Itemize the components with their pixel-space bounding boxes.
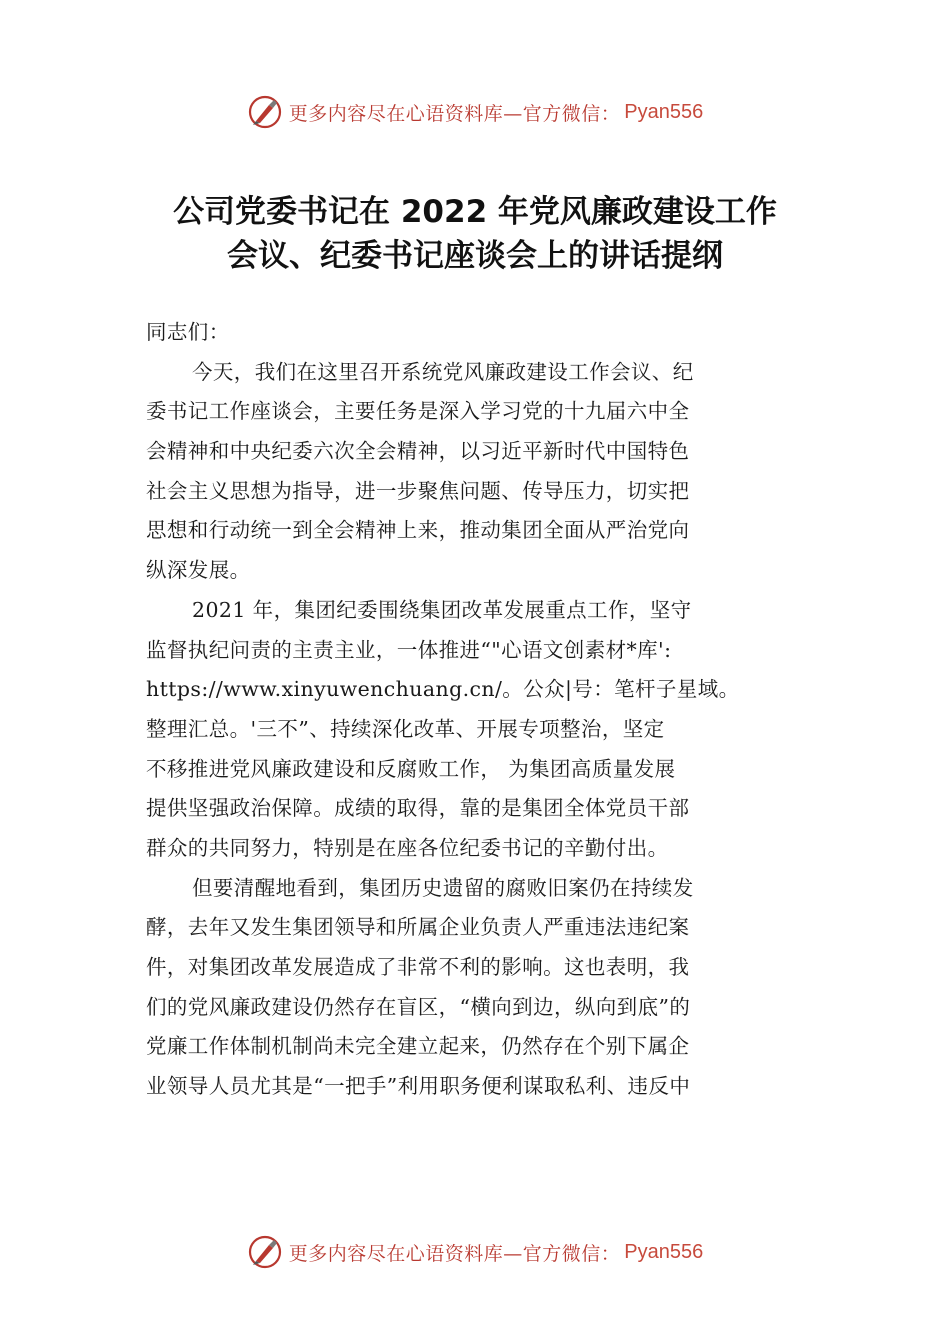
document-title: [100, 190, 850, 278]
wechat-id: Pyan556: [624, 1240, 704, 1263]
body-line: 2021 年，集团纪委围绕集团改革发展重点工作，坚守: [192, 597, 692, 622]
title-line-2: 会议、纪委书记座谈会上的讲话提纲: [227, 238, 723, 274]
body-line: 委书记工作座谈会，主要任务是深入学习党的十九届六中全: [146, 399, 690, 424]
body-line: 整理汇总。'三不”、持续深化改革、开展专项整治，坚定: [146, 716, 665, 741]
body-line: 提供坚强政治保障。成绩的取得，靠的是集团全体党员干部: [146, 796, 690, 821]
pen-nib-icon: [247, 94, 283, 130]
body-line: 社会主义思想为指导，进一步聚焦问题、传导压力，切实把: [146, 478, 690, 503]
header-banner: [0, 92, 950, 132]
body-line: 件，对集团改革发展造成了非常不利的影响。这也表明，我: [146, 955, 690, 979]
body-line: 党廉工作体制机制尚未完全建立起来，仍然存在个别下属企: [146, 1034, 690, 1059]
pen-nib-icon: [247, 1234, 283, 1270]
salutation: 同志们：: [146, 320, 230, 344]
body-line: 群众的共同努力，特别是在座各位纪委书记的辛勤付出。: [146, 835, 669, 860]
body-line: 纵深发展。: [146, 558, 251, 583]
body-line: 今天，我们在这里召开系统党风廉政建设工作会议、纪: [192, 359, 694, 384]
banner-text: 更多内容尽在心语资料库—官方微信：: [288, 102, 621, 125]
document-body: [146, 313, 816, 1107]
body-line: https://www.xinyuwenchuang.cn/。公众|号：笔杆子星域。: [146, 677, 740, 702]
body-line: 不移推进党风廉政建设和反腐败工作， 为集团高质量发展: [146, 756, 676, 781]
body-line: 酵，去年又发生集团领导和所属企业负责人严重违法违纪案: [146, 915, 690, 940]
body-line: 监督执纪问责的主责主业，一体推进“"心语文创素材*库':: [146, 637, 672, 662]
wechat-id: Pyan556: [624, 100, 704, 123]
banner-text: 更多内容尽在心语资料库—官方微信：: [288, 1242, 621, 1265]
body-line: 会精神和中央纪委六次全会精神，以习近平新时代中国特色: [146, 439, 690, 464]
footer-banner: [0, 1232, 950, 1272]
body-line: 但要清醒地看到，集团历史遗留的腐败旧案仍在持续发: [192, 875, 694, 900]
title-line-1: 公司党委书记在 2022 年党风廉政建设工作: [173, 194, 777, 230]
body-line: 思想和行动统一到全会精神上来，推动集团全面从严治党向: [146, 518, 690, 543]
body-line: 业领导人员尤其是“一把手”利用职务便利谋取私利、违反中: [146, 1074, 691, 1099]
body-line: 们的党风廉政建设仍然存在盲区，“横向到边，纵向到底”的: [146, 994, 691, 1019]
